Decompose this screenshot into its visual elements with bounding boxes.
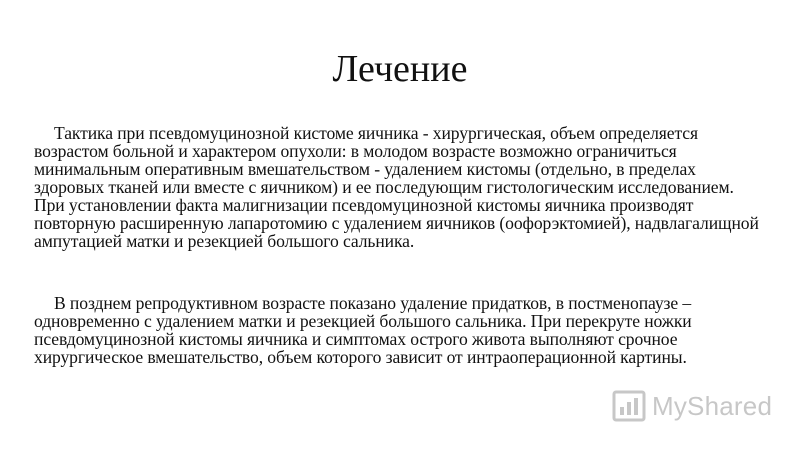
slide-title: Лечение	[332, 48, 468, 90]
paragraph-treatment-tactics: Тактика при псевдомуцинозной кистоме яичника - хирургическая, объем определяется возрастом больной и характером опухоли: в молодом возрасте возможно ограничиться минимальным оперативным вмешательством - удалением кистомы (отдельно, в пределах здоровых тканей или вместе с яичником) и ее последующим гистологическим исследованием. При установлении факта малигнизации псевдомуцинозной кистомы яичника производят повторную расширенную лапаротомию с удалением яичников (оофорэктомией), надвлагалищной ампутацией матки и резекцией большого сальника.	[34, 123, 759, 251]
myshared-logo-icon	[612, 389, 646, 423]
watermark-text: MyShared	[652, 390, 773, 421]
paragraph-late-reproductive-age: В позднем репродуктивном возрасте показано удаление придатков, в постменопаузе – одновременно с удалением матки и резекцией большого сальника. При перекруте ножки псевдомуцинозной кистомы яичника и симптомах острого живота выполняют срочное хирургическое вмешательство, объем которого зависит от интраоперационной картины.	[34, 293, 692, 367]
myshared-watermark	[612, 388, 772, 424]
